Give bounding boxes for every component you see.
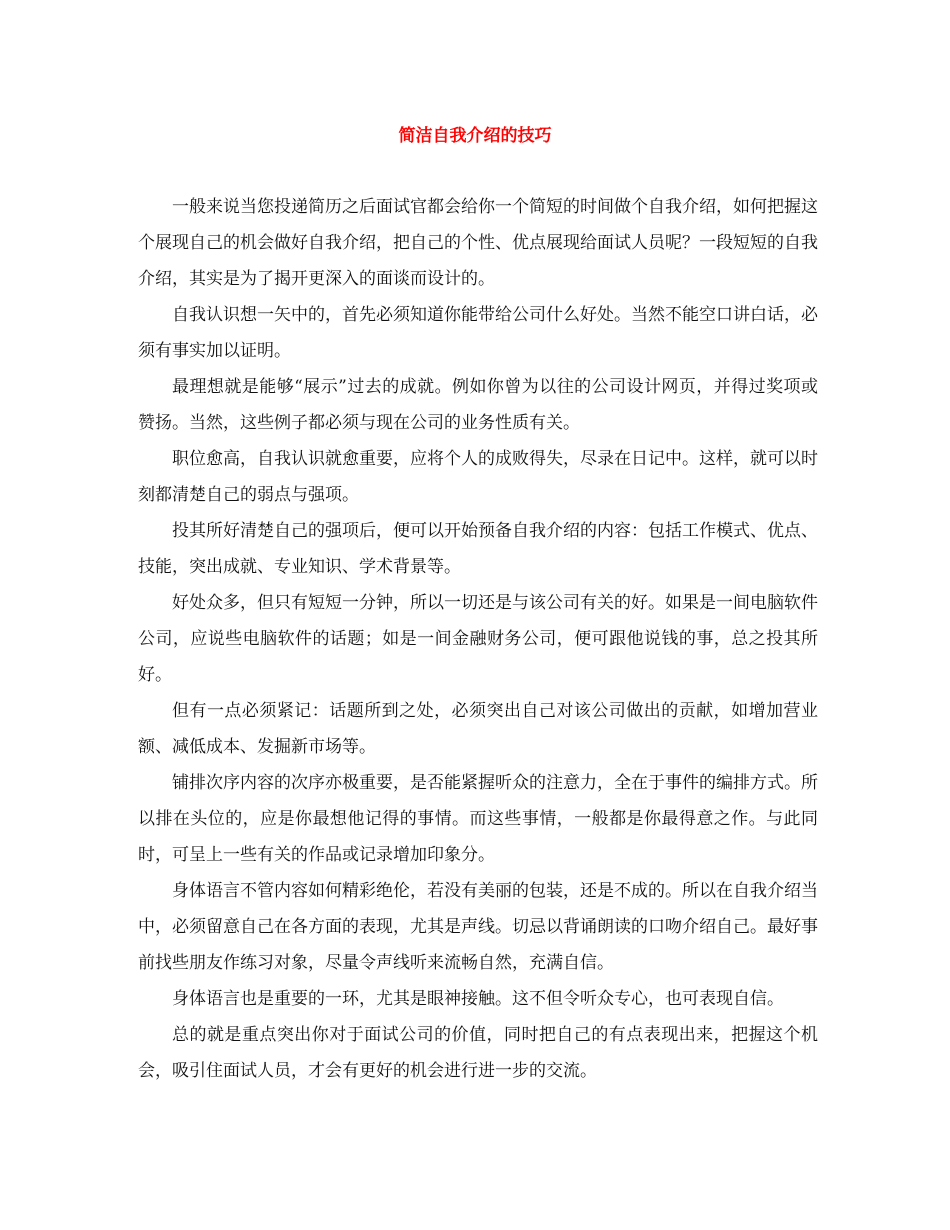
paragraph-11: 总的就是重点突出你对于面试公司的价值，同时把自己的有点表现出来，把握这个机会，吸引住面试人员，才会有更好的机会进行进一步的交流。: [138, 1025, 818, 1081]
paragraph-1: 一般来说当您投递简历之后面试官都会给你一个简短的时间做个自我介绍，如何把握这个展现自己的机会做好自我介绍，把自己的个性、优点展现给面试人员呢？一段短短的自我介绍，其实是为了揭开更深入的面谈而设计的。: [138, 197, 818, 289]
paragraph-6: 好处众多，但只有短短一分钟，所以一切还是与该公司有关的好。如果是一间电脑软件公司，应说些电脑软件的话题；如是一间金融财务公司，便可跟他说钱的事，总之投其所好。: [138, 593, 818, 685]
paragraph-10: 身体语言也是重要的一环，尤其是眼神接触。这不但令听众专心，也可表现自信。: [172, 989, 784, 1009]
paragraph-8: 铺排次序内容的次序亦极重要，是否能紧握听众的注意力，全在于事件的编排方式。所以排在头位的，应是你最想他记得的事情。而这些事情，一般都是你最得意之作。与此同时，可呈上一些有关的作品或记录增加印象分。: [138, 773, 818, 865]
paragraph-3: 最理想就是能够“展示”过去的成就。例如你曾为以往的公司设计网页，并得过奖项或赞扬。当然，这些例子都必须与现在公司的业务性质有关。: [138, 377, 818, 433]
paragraph-7: 但有一点必须紧记：话题所到之处，必须突出自己对该公司做出的贡献，如增加营业额、减低成本、发掘新市场等。: [138, 701, 818, 757]
paragraph-5: 投其所好清楚自己的强项后，便可以开始预备自我介绍的内容：包括工作模式、优点、技能，突出成就、专业知识、学术背景等。: [138, 521, 818, 577]
document-body: [138, 189, 818, 1089]
paragraph-9: 身体语言不管内容如何精彩绝伦，若没有美丽的包装，还是不成的。所以在自我介绍当中，必须留意自己在各方面的表现，尤其是声线。切忌以背诵朗读的口吻介绍自己。最好事前找些朋友作练习对象，尽量令声线听来流畅自然，充满自信。: [138, 881, 818, 973]
paragraph-4: 职位愈高，自我认识就愈重要，应将个人的成败得失，尽录在日记中。这样，就可以时刻都清楚自己的弱点与强项。: [138, 449, 818, 505]
paragraph-2: 自我认识想一矢中的，首先必须知道你能带给公司什么好处。当然不能空口讲白话，必须有事实加以证明。: [138, 305, 818, 361]
page-title: 简洁自我介绍的技巧: [398, 126, 552, 146]
